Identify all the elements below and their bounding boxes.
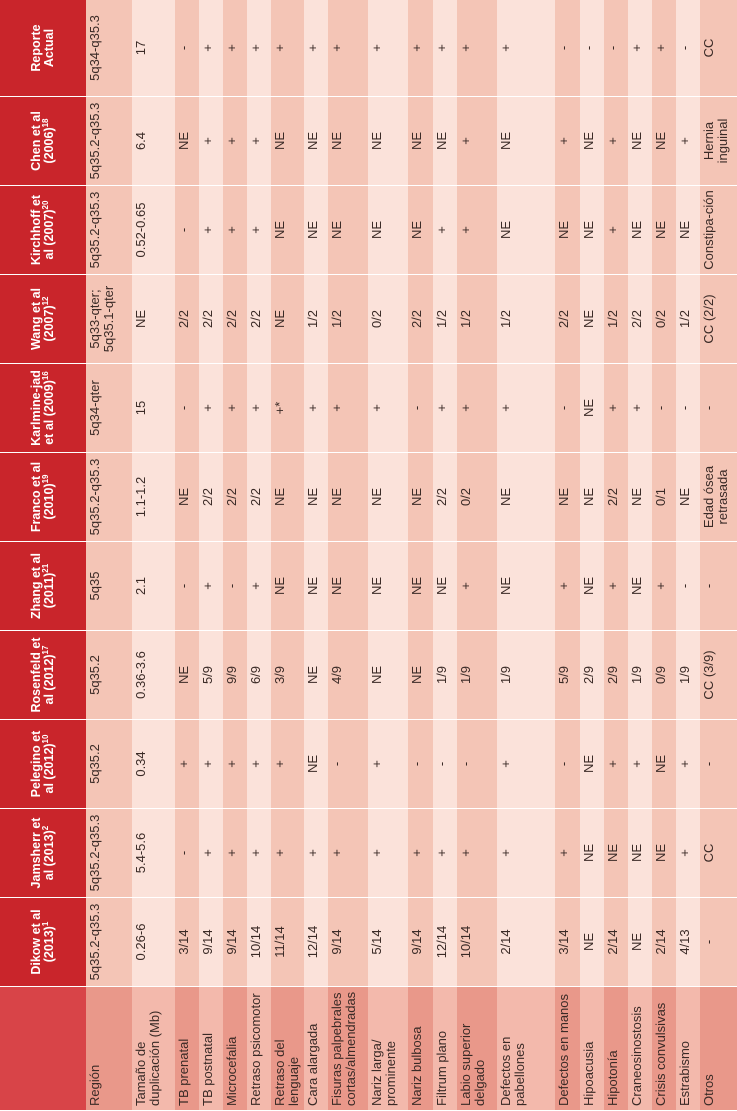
table-cell: 5q35.2: [86, 631, 132, 720]
study-header: Wang et al $(2007)^{12}$: [0, 275, 86, 364]
table-cell: NE: [368, 542, 408, 631]
table-row: [628, 0, 652, 1111]
table-cell: NE: [304, 542, 328, 631]
table-cell: +: [457, 0, 497, 97]
table-cell: +: [604, 720, 628, 809]
table-cell: 5q34-qter: [86, 364, 132, 453]
table-cell: +: [199, 97, 223, 186]
table-cell: NE: [328, 453, 368, 542]
table-cell: +: [433, 364, 457, 453]
table-cell: NE: [676, 453, 700, 542]
table-cell: +: [271, 0, 303, 97]
table-cell: +: [604, 542, 628, 631]
table-cell: 5q35.2: [86, 720, 132, 809]
table-cell: NE: [497, 453, 555, 542]
table-cell: NE: [368, 631, 408, 720]
table-cell: -: [555, 364, 579, 453]
table-cell: 10/14: [247, 898, 271, 987]
table-row: [433, 0, 457, 1111]
row-label: Nariz bulbosa: [408, 987, 432, 1111]
table-cell: NE: [580, 275, 604, 364]
table-cell: +: [368, 364, 408, 453]
table-cell: +: [604, 186, 628, 275]
table-cell: NE: [676, 186, 700, 275]
table-cell: 5q35.2-q35.3: [86, 186, 132, 275]
table-cell: NE: [580, 97, 604, 186]
study-header: Franco et al $(2010)^{19}$: [0, 453, 86, 542]
table-cell: 5/9: [555, 631, 579, 720]
table-row: [580, 0, 604, 1111]
table-cell: 2/2: [408, 275, 432, 364]
table-cell: +: [247, 186, 271, 275]
study-header: Pelegino et al $(2012)^{10}$: [0, 720, 86, 809]
table-cell: 0/2: [368, 275, 408, 364]
table-cell: NE: [580, 720, 604, 809]
table-cell: +: [247, 97, 271, 186]
table-cell: 2/14: [497, 898, 555, 987]
table-cell: 2/2: [247, 453, 271, 542]
table-cell: 1/2: [676, 275, 700, 364]
table-cell: NE: [408, 186, 432, 275]
row-label: Otros: [700, 987, 737, 1111]
table-cell: 1/9: [628, 631, 652, 720]
table-cell: 6/9: [247, 631, 271, 720]
table-cell: NE: [368, 453, 408, 542]
table-cell: 5q35: [86, 542, 132, 631]
table-cell: 1.1-1.2: [132, 453, 174, 542]
table-cell: NE: [368, 186, 408, 275]
table-cell: NE: [580, 364, 604, 453]
table-row: [652, 0, 676, 1111]
study-header: Reporte Actual: [0, 0, 86, 97]
table-row: [328, 0, 368, 1111]
table-cell: +: [457, 364, 497, 453]
table-cell: NE: [408, 97, 432, 186]
table-cell: 1/2: [604, 275, 628, 364]
table-cell: +: [199, 809, 223, 898]
table-cell: +: [433, 809, 457, 898]
table-cell: -: [700, 898, 737, 987]
table-cell: 9/14: [199, 898, 223, 987]
study-header: Jamsherr et al $(2013)^2$: [0, 809, 86, 898]
table-cell: 9/14: [223, 898, 247, 987]
table-cell: 15: [132, 364, 174, 453]
study-header: Rosenfeld et al $(2012)^{17}$: [0, 631, 86, 720]
table-cell: NE: [628, 898, 652, 987]
table-cell: NE: [497, 186, 555, 275]
table-cell: 2/2: [247, 275, 271, 364]
table-row: [408, 0, 432, 1111]
table-cell: NE: [408, 542, 432, 631]
table-cell: 5q34-q35.3: [86, 0, 132, 97]
table-cell: NE: [628, 809, 652, 898]
table-cell: -: [676, 364, 700, 453]
table-cell: -: [580, 0, 604, 97]
table-cell: CC (3/9): [700, 631, 737, 720]
table-row: [271, 0, 303, 1111]
table-cell: 2/2: [604, 453, 628, 542]
table-cell: NE: [271, 97, 303, 186]
table-cell: 2/9: [580, 631, 604, 720]
table-cell: NE: [304, 186, 328, 275]
table-cell: NE: [497, 97, 555, 186]
table-cell: +: [223, 364, 247, 453]
row-label: Nariz larga/ prominente: [368, 987, 408, 1111]
table-cell: NE: [304, 720, 328, 809]
row-label: Cara alargada: [304, 987, 328, 1111]
table-cell: 0.52-0.65: [132, 186, 174, 275]
table-cell: 0/9: [652, 631, 676, 720]
table-cell: 3/9: [271, 631, 303, 720]
table-cell: 17: [132, 0, 174, 97]
row-label: Retraso del lenguaje: [271, 987, 303, 1111]
table-cell: 6.4: [132, 97, 174, 186]
table-cell: CC (2/2): [700, 275, 737, 364]
table-cell: 0/2: [652, 275, 676, 364]
table-cell: 5.4-5.6: [132, 809, 174, 898]
table-cell: +: [223, 0, 247, 97]
table-cell: +: [304, 364, 328, 453]
table-cell: -: [175, 186, 199, 275]
table-row: [199, 0, 223, 1111]
table-cell: -: [676, 0, 700, 97]
table-cell: -: [175, 542, 199, 631]
table-cell: 9/14: [408, 898, 432, 987]
table-cell: +: [223, 809, 247, 898]
table-cell: +: [652, 542, 676, 631]
table-cell: +: [497, 364, 555, 453]
study-header: Dikow et al $(2013)^1$: [0, 898, 86, 987]
table-cell: -: [652, 364, 676, 453]
table-cell: +: [457, 97, 497, 186]
table-cell: 5q33-qter; 5q35.1-qter: [86, 275, 132, 364]
table-cell: NE: [271, 542, 303, 631]
row-label: Defectos en pabellones: [497, 987, 555, 1111]
table-cell: +: [433, 0, 457, 97]
table-cell: +: [368, 0, 408, 97]
table-cell: +: [628, 0, 652, 97]
row-label: Retraso psicomotor: [247, 987, 271, 1111]
table-row: [457, 0, 497, 1111]
table-cell: 2/2: [433, 453, 457, 542]
table-cell: NE: [433, 97, 457, 186]
table-cell: -: [223, 542, 247, 631]
table-cell: +: [368, 720, 408, 809]
table-cell: 0/1: [652, 453, 676, 542]
table-cell: 5q35.2-q35.3: [86, 97, 132, 186]
table-cell: +: [433, 186, 457, 275]
table-cell: 0.26-6: [132, 898, 174, 987]
table-cell: 4/9: [328, 631, 368, 720]
table-cell: 5q35.2-q35.3: [86, 809, 132, 898]
table-cell: NE: [132, 275, 174, 364]
table-cell: +: [408, 809, 432, 898]
table-cell: 2.1: [132, 542, 174, 631]
table-cell: 9/14: [328, 898, 368, 987]
table-cell: NE: [368, 97, 408, 186]
row-label: Hipotonía: [604, 987, 628, 1111]
table-cell: NE: [271, 275, 303, 364]
row-label: Craneosinostosis: [628, 987, 652, 1111]
table-cell: +: [223, 186, 247, 275]
table-cell: -: [408, 364, 432, 453]
table-row: [304, 0, 328, 1111]
table-cell: NE: [271, 453, 303, 542]
table-cell: 9/9: [223, 631, 247, 720]
table-cell: 12/14: [304, 898, 328, 987]
study-header: Zhang et al $(2011)^{21}$: [0, 542, 86, 631]
table-cell: 1/9: [676, 631, 700, 720]
table-row: [132, 0, 174, 1111]
row-label: Filtrum plano: [433, 987, 457, 1111]
table-cell: NE: [555, 186, 579, 275]
table-cell: +: [247, 0, 271, 97]
table-cell: NE: [652, 97, 676, 186]
table-cell: +*: [271, 364, 303, 453]
table-row: [555, 0, 579, 1111]
study-header: Karlmine-jad et al $(2009)^{16}$: [0, 364, 86, 453]
table-cell: 12/14: [433, 898, 457, 987]
table-cell: NE: [628, 97, 652, 186]
table-cell: +: [676, 809, 700, 898]
table-cell: +: [368, 809, 408, 898]
row-label: Defectos en manos: [555, 987, 579, 1111]
table-cell: -: [457, 720, 497, 809]
table-cell: +: [676, 97, 700, 186]
table-cell: +: [271, 809, 303, 898]
table-row: [368, 0, 408, 1111]
table-cell: 5q35.2-q35.3: [86, 453, 132, 542]
table-cell: NE: [271, 186, 303, 275]
table-row: [86, 0, 132, 1111]
table-row: [175, 0, 199, 1111]
table-cell: NE: [652, 186, 676, 275]
table-cell: Edad ósea retrasada: [700, 453, 737, 542]
table-cell: 1/9: [433, 631, 457, 720]
table-cell: +: [457, 542, 497, 631]
table-cell: -: [175, 364, 199, 453]
table-cell: +: [271, 720, 303, 809]
table-cell: 0/2: [457, 453, 497, 542]
table-cell: 1/2: [497, 275, 555, 364]
row-label: Labio superior delgado: [457, 987, 497, 1111]
row-label: Fisuras palpebrales cortas/almendradas: [328, 987, 368, 1111]
table-row: [497, 0, 555, 1111]
table-cell: 1/2: [457, 275, 497, 364]
table-cell: +: [175, 720, 199, 809]
table-cell: 0.36-3.6: [132, 631, 174, 720]
table-cell: NE: [175, 453, 199, 542]
row-label: Microcefalia: [223, 987, 247, 1111]
table-cell: 2/2: [199, 453, 223, 542]
table-row: [676, 0, 700, 1111]
table-cell: -: [555, 0, 579, 97]
table-cell: NE: [652, 809, 676, 898]
table-cell: NE: [604, 809, 628, 898]
table-cell: +: [199, 720, 223, 809]
table-cell: +: [199, 542, 223, 631]
table-cell: +: [628, 364, 652, 453]
table-cell: 5q35.2-q35.3: [86, 898, 132, 987]
row-label: Crisis convulsivas: [652, 987, 676, 1111]
table-cell: NE: [580, 809, 604, 898]
table-row: [604, 0, 628, 1111]
table-cell: -: [700, 364, 737, 453]
table-cell: +: [199, 186, 223, 275]
table-cell: CC: [700, 0, 737, 97]
table-cell: NE: [555, 453, 579, 542]
table-cell: -: [175, 0, 199, 97]
table-cell: -: [433, 720, 457, 809]
table-cell: NE: [580, 898, 604, 987]
table-cell: +: [604, 364, 628, 453]
table-cell: +: [457, 809, 497, 898]
table-cell: +: [628, 720, 652, 809]
table-cell: NE: [628, 542, 652, 631]
table-cell: 2/9: [604, 631, 628, 720]
table-cell: 1/2: [304, 275, 328, 364]
study-header: Chen et al $(2006)^{18}$: [0, 97, 86, 186]
table-cell: NE: [304, 453, 328, 542]
table-cell: +: [408, 0, 432, 97]
table-row: [223, 0, 247, 1111]
table-cell: 2/2: [199, 275, 223, 364]
table-cell: 4/13: [676, 898, 700, 987]
table-row: [700, 0, 737, 1111]
table-cell: +: [199, 0, 223, 97]
table-cell: NE: [580, 453, 604, 542]
table-cell: NE: [628, 453, 652, 542]
table-cell: +: [328, 0, 368, 97]
table-cell: 2/2: [628, 275, 652, 364]
table-cell: NE: [580, 542, 604, 631]
row-label: TB prenatal: [175, 987, 199, 1111]
table-cell: +: [247, 542, 271, 631]
row-label: Estrabismo: [676, 987, 700, 1111]
table-cell: NE: [433, 542, 457, 631]
table-cell: +: [555, 809, 579, 898]
table-body: [86, 0, 737, 1111]
table-cell: +: [497, 809, 555, 898]
header-corner: [0, 987, 86, 1111]
table-cell: NE: [328, 97, 368, 186]
table-cell: NE: [175, 97, 199, 186]
row-label: TB postnatal: [199, 987, 223, 1111]
table-cell: 1/2: [433, 275, 457, 364]
table-cell: 2/2: [555, 275, 579, 364]
table-cell: NE: [175, 631, 199, 720]
table-cell: +: [304, 0, 328, 97]
table-cell: +: [247, 364, 271, 453]
table-cell: +: [652, 0, 676, 97]
table-cell: 1/9: [457, 631, 497, 720]
table-cell: -: [700, 542, 737, 631]
table-cell: +: [497, 720, 555, 809]
table-cell: -: [555, 720, 579, 809]
header-row: [0, 0, 86, 1111]
row-label: Región: [86, 987, 132, 1111]
table-cell: 10/14: [457, 898, 497, 987]
table-cell: +: [247, 720, 271, 809]
table-cell: +: [304, 809, 328, 898]
table-cell: 2/2: [223, 453, 247, 542]
table-cell: 2/14: [604, 898, 628, 987]
table-cell: +: [328, 809, 368, 898]
table-cell: +: [676, 720, 700, 809]
table-cell: -: [604, 0, 628, 97]
table-cell: +: [497, 0, 555, 97]
table-cell: +: [223, 720, 247, 809]
table-cell: NE: [652, 720, 676, 809]
table-cell: 2/2: [223, 275, 247, 364]
table-cell: +: [328, 364, 368, 453]
table-cell: -: [676, 542, 700, 631]
table-cell: Constipa-ción: [700, 186, 737, 275]
table-cell: 2/14: [652, 898, 676, 987]
table-cell: +: [604, 97, 628, 186]
table-cell: -: [408, 720, 432, 809]
table-cell: +: [555, 542, 579, 631]
table-cell: 3/14: [555, 898, 579, 987]
table-cell: 2/2: [175, 275, 199, 364]
table-cell: NE: [497, 542, 555, 631]
table-cell: -: [328, 720, 368, 809]
table-row: [247, 0, 271, 1111]
table-cell: NE: [304, 97, 328, 186]
table-cell: +: [223, 97, 247, 186]
table-cell: NE: [628, 186, 652, 275]
study-header: Kirchhoff et al $(2007)^{20}$: [0, 186, 86, 275]
table-cell: 11/14: [271, 898, 303, 987]
table-cell: -: [700, 720, 737, 809]
table-cell: +: [199, 364, 223, 453]
table-cell: NE: [408, 631, 432, 720]
table-cell: 1/9: [497, 631, 555, 720]
table-cell: -: [175, 809, 199, 898]
table-cell: 0.34: [132, 720, 174, 809]
table-cell: +: [247, 809, 271, 898]
table-cell: +: [457, 186, 497, 275]
table-cell: NE: [580, 186, 604, 275]
table-cell: Hernia inguinal: [700, 97, 737, 186]
table-cell: 1/2: [328, 275, 368, 364]
table-cell: 5/14: [368, 898, 408, 987]
table-cell: CC: [700, 809, 737, 898]
table-cell: 5/9: [199, 631, 223, 720]
table-cell: +: [555, 97, 579, 186]
table-cell: NE: [408, 453, 432, 542]
row-label: Tamaño de duplicación (Mb): [132, 987, 174, 1111]
table-cell: 3/14: [175, 898, 199, 987]
table-cell: NE: [328, 186, 368, 275]
table-cell: NE: [328, 542, 368, 631]
table-cell: NE: [304, 631, 328, 720]
row-label: Hipoacusia: [580, 987, 604, 1111]
